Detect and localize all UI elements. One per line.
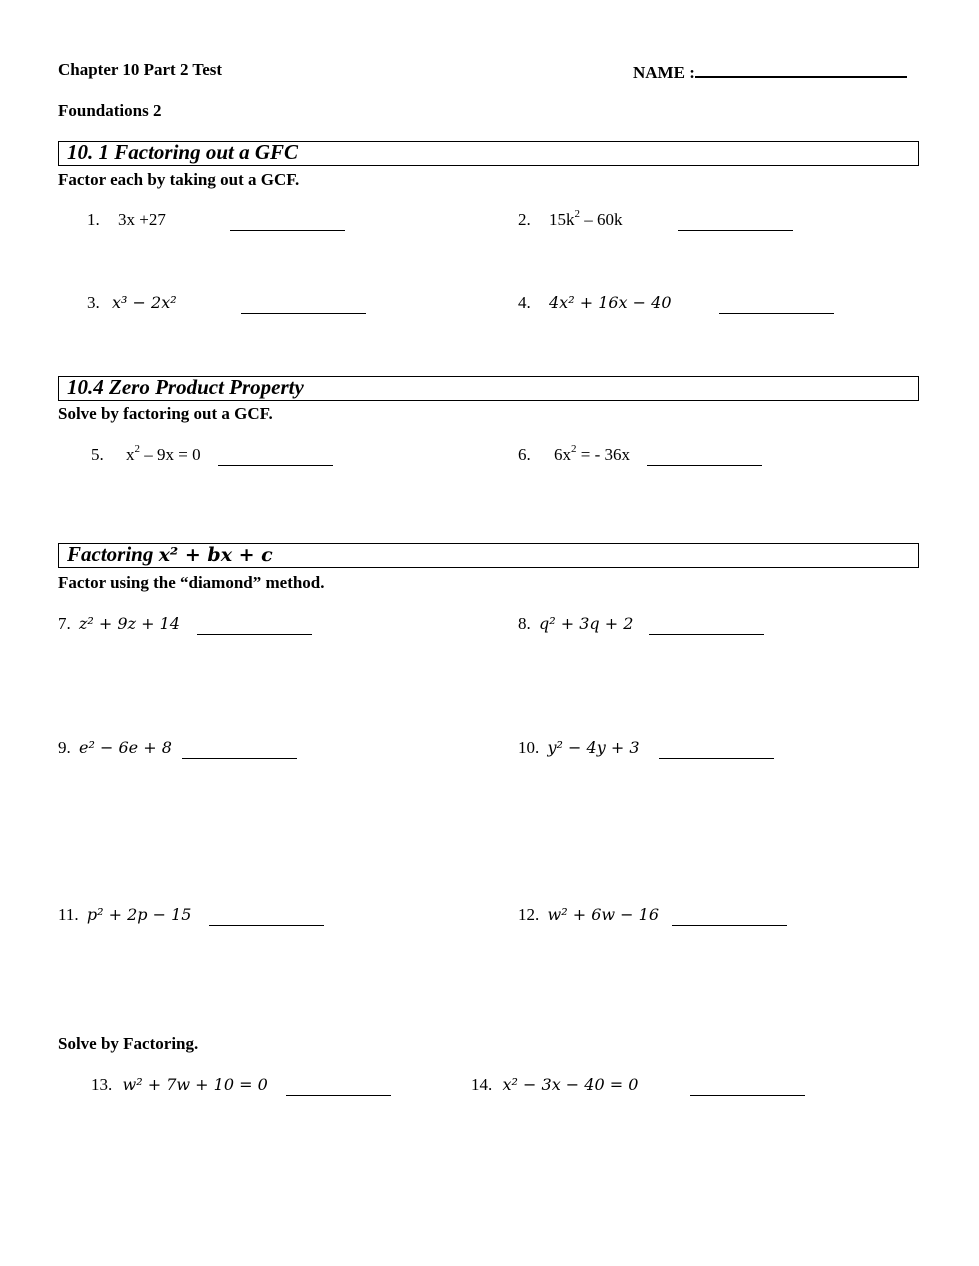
problem-expression: q² + 3q + 2 — [539, 614, 634, 633]
problem-number: 5. — [91, 445, 104, 464]
name-blank[interactable] — [695, 60, 907, 78]
answer-blank-6[interactable] — [647, 449, 762, 466]
problem-expression: $6x^2$ = - 36x — [554, 443, 630, 464]
answer-blank-7[interactable] — [197, 618, 312, 635]
problem-expression: 3x +27 — [118, 210, 166, 229]
problem-9 — [58, 738, 172, 758]
answer-blank-3[interactable] — [241, 297, 366, 314]
answer-blank-9[interactable] — [182, 742, 297, 759]
section-title-gcf: 10. 1 Factoring out a GFC — [67, 140, 299, 164]
problem-expression: w² + 6w − 16 — [547, 905, 659, 924]
answer-blank-14[interactable] — [690, 1079, 805, 1096]
problem-expression: w² + 7w + 10 = 0 — [122, 1075, 268, 1094]
answer-blank-13[interactable] — [286, 1079, 391, 1096]
section-header-gcf — [58, 141, 919, 166]
instruction-gcf: Factor each by taking out a GCF. — [58, 170, 300, 189]
problem-expression: x³ − 2x² — [112, 293, 177, 312]
section-title-zero-product: 10.4 Zero Product Property — [67, 375, 304, 399]
problem-expression: $15k^2 - 60k$ — [549, 208, 623, 229]
problem-8 — [518, 614, 633, 634]
problem-1 — [87, 210, 166, 230]
problem-13 — [91, 1075, 268, 1095]
problem-expression: 4x² + 16x − 40 — [549, 293, 672, 312]
problem-number: 1. — [87, 210, 100, 229]
course-name: Foundations 2 — [58, 101, 162, 120]
problem-3 — [87, 293, 177, 313]
answer-blank-4[interactable] — [719, 297, 834, 314]
test-title: Chapter 10 Part 2 Test — [58, 60, 223, 79]
problem-number: 13. — [91, 1075, 113, 1094]
problem-number: 7. — [58, 614, 71, 633]
problem-expression: e² − 6e + 8 — [79, 738, 172, 757]
name-field[interactable] — [633, 60, 907, 83]
name-label: NAME : — [633, 63, 695, 82]
problem-10 — [518, 738, 640, 758]
problem-5 — [91, 445, 201, 465]
answer-blank-11[interactable] — [209, 909, 324, 926]
answer-blank-2[interactable] — [678, 214, 793, 231]
answer-blank-8[interactable] — [649, 618, 764, 635]
problem-number: 9. — [58, 738, 71, 757]
answer-blank-10[interactable] — [659, 742, 774, 759]
instruction-zero-product: Solve by factoring out a GCF. — [58, 404, 273, 423]
answer-blank-1[interactable] — [230, 214, 345, 231]
problem-number: 11. — [58, 905, 79, 924]
section-title-diamond: Factoring x² + bx + c — [67, 542, 273, 566]
answer-blank-5[interactable] — [218, 449, 333, 466]
problem-6 — [518, 445, 630, 465]
problem-2 — [518, 210, 623, 230]
section-header-zero-product — [58, 376, 919, 401]
problem-expression: $x^2 - 9x = 0$ — [126, 443, 201, 464]
problem-expression: z² + 9z + 14 — [79, 614, 180, 633]
problem-number: 12. — [518, 905, 540, 924]
problem-number: 4. — [518, 293, 531, 312]
problem-14 — [471, 1075, 638, 1095]
problem-number: 3. — [87, 293, 100, 312]
problem-11 — [58, 905, 191, 925]
problem-7 — [58, 614, 180, 634]
answer-blank-12[interactable] — [672, 909, 787, 926]
problem-number: 10. — [518, 738, 540, 757]
problem-expression: p² + 2p − 15 — [86, 905, 192, 924]
problem-4 — [518, 293, 672, 313]
problem-expression: y² − 4y + 3 — [547, 738, 640, 757]
problem-number: 14. — [471, 1075, 493, 1094]
problem-expression: x² − 3x − 40 = 0 — [502, 1075, 639, 1094]
instruction-solve: Solve by Factoring. — [58, 1034, 199, 1053]
problem-number: 2. — [518, 210, 531, 229]
instruction-diamond: Factor using the “diamond” method. — [58, 573, 325, 592]
problem-number: 8. — [518, 614, 531, 633]
section-header-diamond — [58, 543, 919, 568]
problem-12 — [518, 905, 659, 925]
problem-number: 6. — [518, 445, 531, 464]
